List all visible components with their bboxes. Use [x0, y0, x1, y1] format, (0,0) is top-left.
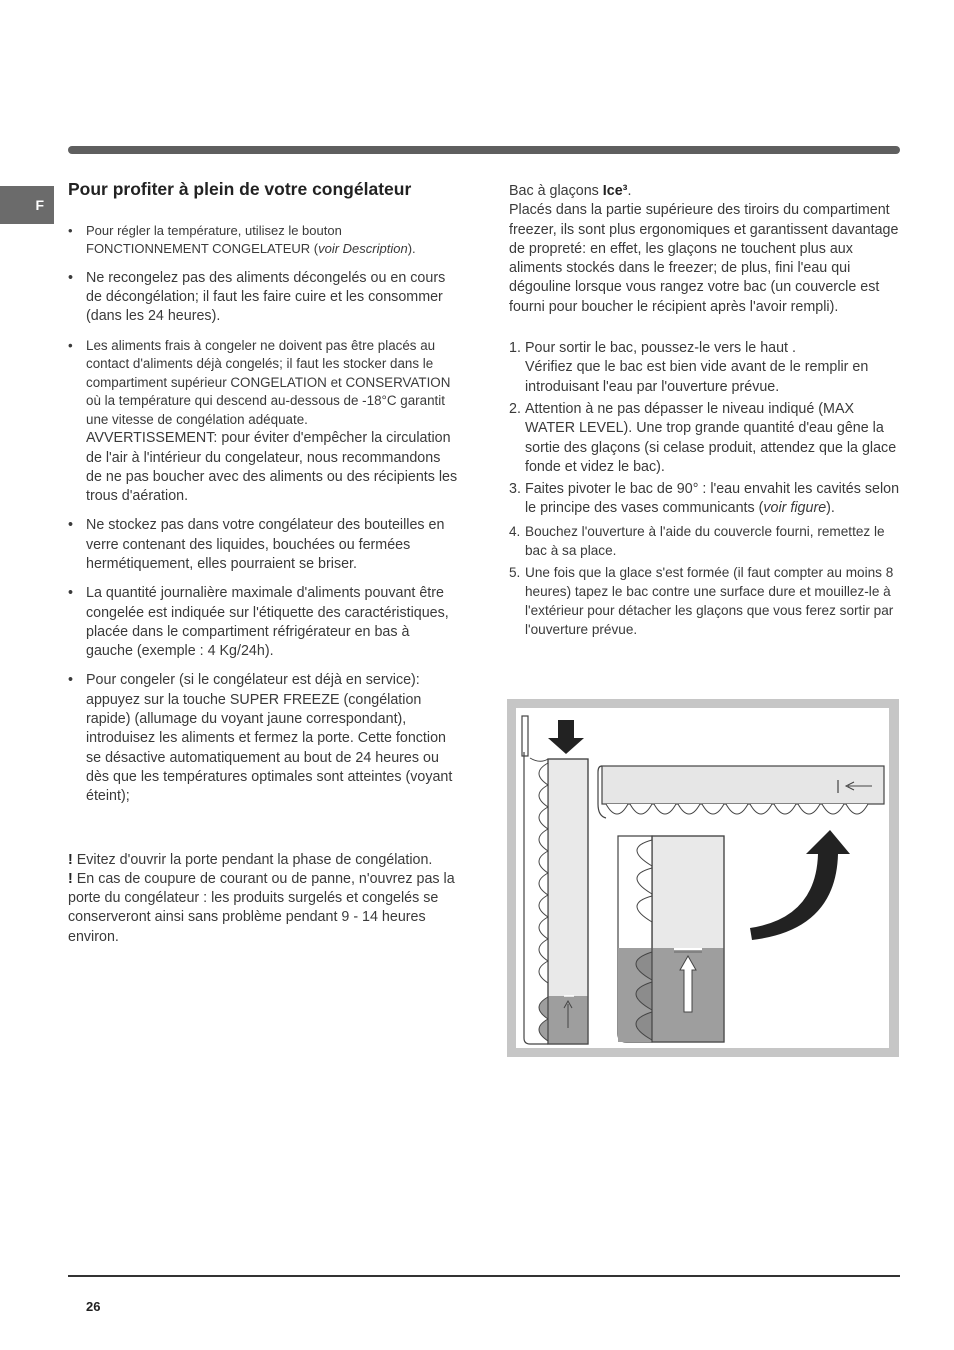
warning-note: [68, 870, 460, 947]
step-text: Bouchez l'ouverture à l'aide du couvercle fourni, remettez le bac à sa place.: [525, 523, 885, 558]
product-name: Ice³: [602, 183, 628, 199]
intro-suffix: .: [627, 183, 632, 199]
language-tab: [0, 186, 54, 224]
warning-note: [68, 851, 460, 870]
bullet-text-end: ).: [407, 241, 416, 257]
bullet-reference: voir Description: [318, 241, 408, 257]
list-item: [509, 522, 901, 560]
step-text: Faites pivoter le bac de 90° : l'eau envahit les cavités selon le principe des vases communicants (: [525, 481, 900, 517]
vertical-tray-icon: [524, 752, 588, 1044]
step-text: Attention à ne pas dépasser le niveau indiqué (MAX WATER LEVEL). Une trop grande quantité d'eau gêne la sortie des glaçons (si celase produit, attendez que la glace fonde et videz le bac).: [525, 400, 897, 475]
ice-tray-intro: [509, 182, 901, 317]
horizontal-tray-icon: [598, 766, 884, 818]
list-item: [509, 480, 901, 519]
ice-tray-figure: [507, 699, 899, 1057]
list-item: [68, 269, 460, 327]
bullet-text: Ne recongelez pas des aliments décongelés ou en cours de décongélation; il faut les faire cuire et les consommer (dans les 24 heures).: [86, 269, 446, 325]
intro-prefix: Bac à glaçons: [509, 183, 603, 199]
bullet-text: Pour régler la température, utilisez le bouton FONCTIONNEMENT CONGELATEUR (: [86, 223, 342, 257]
step-number: 1.: [509, 340, 521, 357]
list-item: [68, 337, 460, 507]
warning-mark: !: [68, 851, 73, 868]
bullet-text: Ne stockez pas dans votre congélateur des bouteilles en verre contenant des liquides, bouchées ou fermées hermétiquement, elles pourraient se briser.: [86, 517, 445, 572]
step-text-end: ).: [826, 500, 835, 517]
step-detail: Vérifiez que le bac est bien vide avant de le remplir en introduisant l'eau par l'ouverture prévue.: [525, 359, 869, 395]
bullet-text: Pour congeler (si le congélateur est déjà en service): appuyez sur la touche SUPER FREEZE (congélation rapide) (allumage du voyant jaune correspondant), introduisez les aliments et fermez la porte. Cette fonction se désactive automatiquement au bout de 24 heures ou dès que les températures optimales sont atteintes (voyant éteint);: [86, 672, 453, 805]
step-text: Une fois que la glace s'est formée (il faut compter au moins 8 heures) tapez le bac contre une surface dure et mouillez-le à l'extérieur pour détacher les glaçons que vous ferez sortir par l'ouverture prévue.: [525, 564, 894, 637]
warning-text: Evitez d'ouvrir la porte pendant la phase de congélation.: [76, 851, 433, 868]
curved-arrow-icon: [750, 830, 850, 940]
step-number: 2.: [509, 400, 521, 417]
top-rule: [68, 146, 900, 154]
bottom-rule: [68, 1275, 900, 1277]
step-reference: voir figure: [763, 500, 827, 517]
arrow-down-icon: [548, 720, 584, 754]
list-item: [68, 222, 460, 259]
step-number: 4.: [509, 523, 521, 539]
list-item: [509, 400, 901, 477]
bullet-text: Les aliments frais à congeler ne doivent pas être placés au contact d'aliments déjà congelés; il faut les stocker dans le compartiment supérieur CONGELATION et CONSERVATION où la température qui descend au-dessous de -18°C garantit une vitesse de congélation adéquate.: [86, 337, 451, 427]
tips-list: [68, 222, 460, 807]
ice-tray-illustration: [516, 708, 889, 1048]
tray-lid-icon: [522, 716, 528, 756]
warning-text: En cas de coupure de courant ou de panne, n'ouvrez pas la porte du congélateur : les produits surgelés et congelés se conserveront ainsi sans problème pendant 9 - 14 heures environ.: [68, 870, 455, 945]
steps-list: [509, 339, 901, 639]
list-item: [68, 671, 460, 806]
list-item: [68, 584, 460, 661]
section-title: Pour profiter à plein de votre congélateur: [68, 179, 412, 199]
page-number: 26: [86, 1299, 101, 1314]
intro-body: Placés dans la partie supérieure des tiroirs du compartiment freezer, ils sont plus ergonomiques et garantissent davantage de propreté: en effet, les glaçons ne touchent plus aux aliments stockés dans le freezer; de plus, fini l'eau qui dégouline lorsque vous rangez votre bac (un couvercle est fourni pour boucher le récipient après l'avoir rempli).: [509, 202, 899, 315]
filling-tray-icon: [618, 836, 724, 1042]
left-column: [68, 178, 460, 947]
bullet-warning: AVVERTISSEMENT: pour éviter d'empêcher la circulation de l'air à l'intérieur du congelateur, nous recommandons de ne pas boucher avec des aliments ou des récipients les trous d'aération.: [86, 430, 458, 505]
step-number: 5.: [509, 564, 521, 580]
list-item: [509, 339, 901, 397]
step-text: Pour sortir le bac, poussez-le vers le haut .: [525, 340, 796, 357]
list-item: [509, 563, 901, 639]
figure-panel: [516, 708, 889, 1048]
warning-mark: !: [68, 870, 73, 887]
list-item: [68, 516, 460, 574]
language-tab-label: F: [35, 197, 44, 213]
right-column: [509, 182, 901, 642]
warnings: [68, 851, 460, 947]
bullet-text: La quantité journalière maximale d'aliments pouvant être congelée est indiquée sur l'étiquette des caractéristiques, placée dans le compartiment réfrigérateur en bas à gauche (exemple : 4 Kg/24h).: [86, 585, 449, 660]
step-number: 3.: [509, 481, 521, 498]
